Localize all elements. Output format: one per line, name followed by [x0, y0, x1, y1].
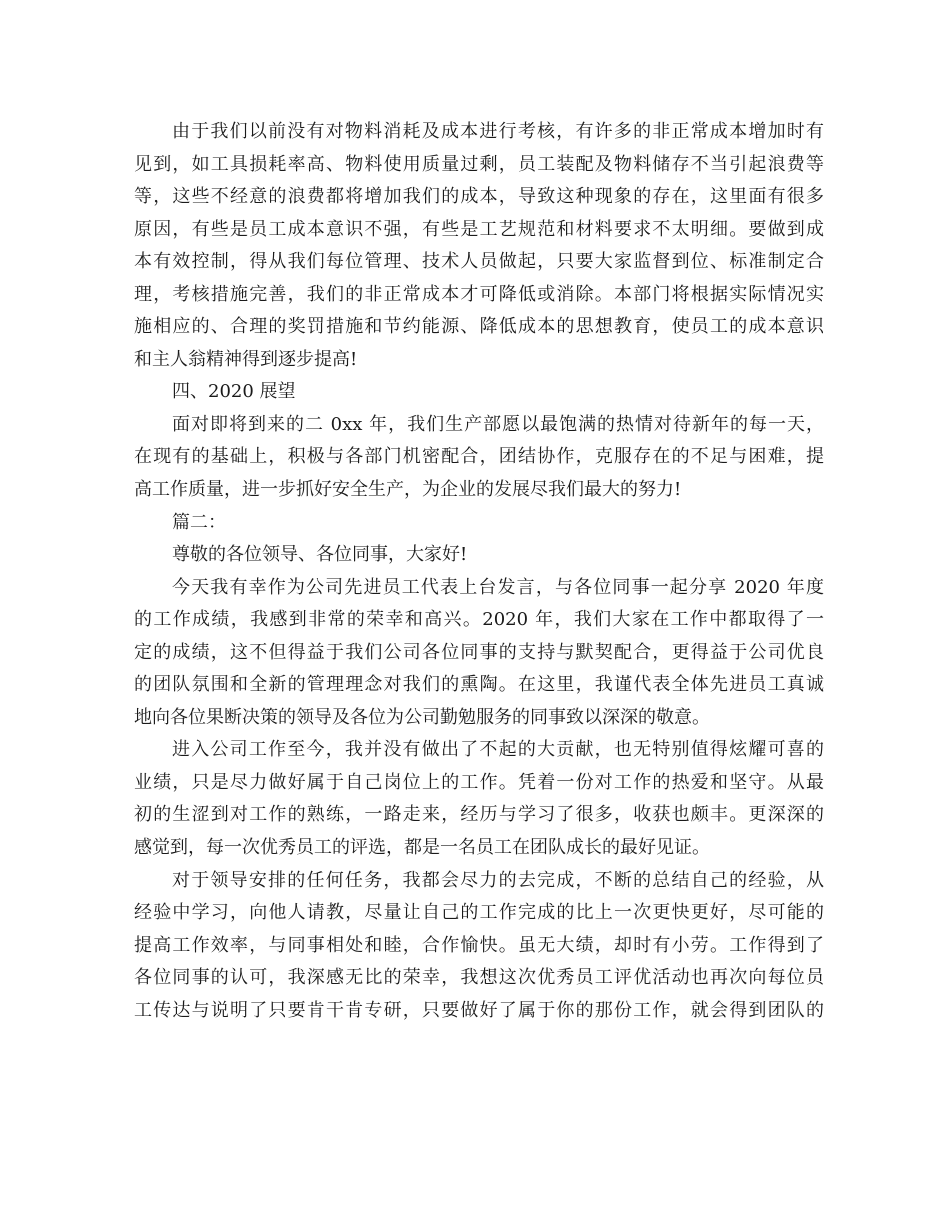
text-line: 理，考核措施完善，我们的非正常成本才可降低或消除。本部门将根据实际情况实: [134, 283, 824, 305]
text-line: 地向各位果断决策的领导及各位为公司勤勉服务的同事致以深深的敬意。: [134, 706, 710, 728]
section-heading-part-two: [134, 507, 824, 540]
text-line: 施相应的、合理的奖罚措施和节约能源、降低成本的思想教育，使员工的成本意识: [134, 316, 824, 338]
text-line: 感觉到，每一次优秀员工的评选，都是一名员工在团队成长的最好见证。: [134, 837, 710, 859]
text-line: 业绩，只是尽力做好属于自己岗位上的工作。凭着一份对工作的热爱和坚守。从最: [134, 771, 824, 793]
paragraph-cost-control: [134, 116, 824, 376]
text-line: 由于我们以前没有对物料消耗及成本进行考核，有许多的非正常成本增加时有: [172, 121, 824, 142]
text-line: 今天我有幸作为公司先进员工代表上台发言，与各位同事一起分享 2020 年度: [172, 576, 824, 598]
text-line: 经验中学习，向他人请教，尽量让自己的工作完成的比上一次更快更好，尽可能的: [134, 902, 824, 924]
paragraph-outlook: [134, 409, 824, 507]
paragraph-task-attitude: [134, 865, 824, 1028]
text-line: 的团队氛围和全新的管理理念对我们的熏陶。在这里，我谨代表全体先进员工真诚: [134, 674, 824, 696]
paragraph-greeting: [134, 539, 824, 572]
heading-line: 篇二：: [172, 511, 226, 533]
text-line: 面对即将到来的二 0xx 年，我们生产部愿以最饱满的热情对待新年的每一天，: [172, 413, 824, 435]
text-line: 等，这些不经意的浪费都将增加我们的成本，导致这种现象的存在，这里面有很多: [134, 186, 824, 208]
text-line: 高工作质量，进一步抓好安全生产，为企业的发展尽我们最大的努力!: [134, 479, 682, 501]
text-line: 进入公司工作至今，我并没有做出了不起的大贡献，也无特别值得炫耀可喜的: [172, 739, 824, 761]
text-line: 和主人翁精神得到逐步提高!: [134, 348, 358, 370]
document-body: [134, 116, 824, 1027]
paragraph-speech-intro: [134, 572, 824, 735]
heading-line: 四、2020 展望: [172, 381, 296, 403]
text-line: 对于领导安排的任何任务，我都会尽力的去完成，不断的总结自己的经验，从: [172, 869, 824, 891]
text-line: 在现有的基础上，积极与各部门机密配合，团结协作，克服存在的不足与困难，提: [134, 446, 824, 468]
text-line: 初的生涩到对工作的熟练，一路走来，经历与学习了很多，收获也颇丰。更深深的: [134, 804, 824, 826]
text-line: 的工作成绩，我感到非常的荣幸和高兴。2020 年，我们大家在工作中都取得了一: [134, 609, 824, 631]
text-line: 见到，如工具损耗率高、物料使用质量过剩，员工装配及物料储存不当引起浪费等: [134, 153, 824, 175]
text-line: 定的成绩，这不但得益于我们公司各位同事的支持与默契配合，更得益于公司优良: [134, 641, 824, 663]
text-line: 尊敬的各位领导、各位同事，大家好!: [172, 544, 468, 566]
text-line: 各位同事的认可，我深感无比的荣幸，我想这次优秀员工评优活动也再次向每位员: [134, 967, 824, 989]
text-line: 提高工作效率，与同事相处和睦，合作愉快。虽无大绩，却时有小劳。工作得到了: [134, 934, 824, 956]
section-heading-outlook: [134, 376, 824, 409]
text-line: 原因，有些是员工成本意识不强，有些是工艺规范和材料要求不太明细。要做到成: [134, 218, 824, 240]
text-line: 本有效控制，得从我们每位管理、技术人员做起，只要大家监督到位、标准制定合: [134, 251, 824, 273]
paragraph-work-experience: [134, 734, 824, 864]
text-line: 工传达与说明了只要肯干肯专研，只要做好了属于你的那份工作，就会得到团队的: [134, 999, 824, 1021]
